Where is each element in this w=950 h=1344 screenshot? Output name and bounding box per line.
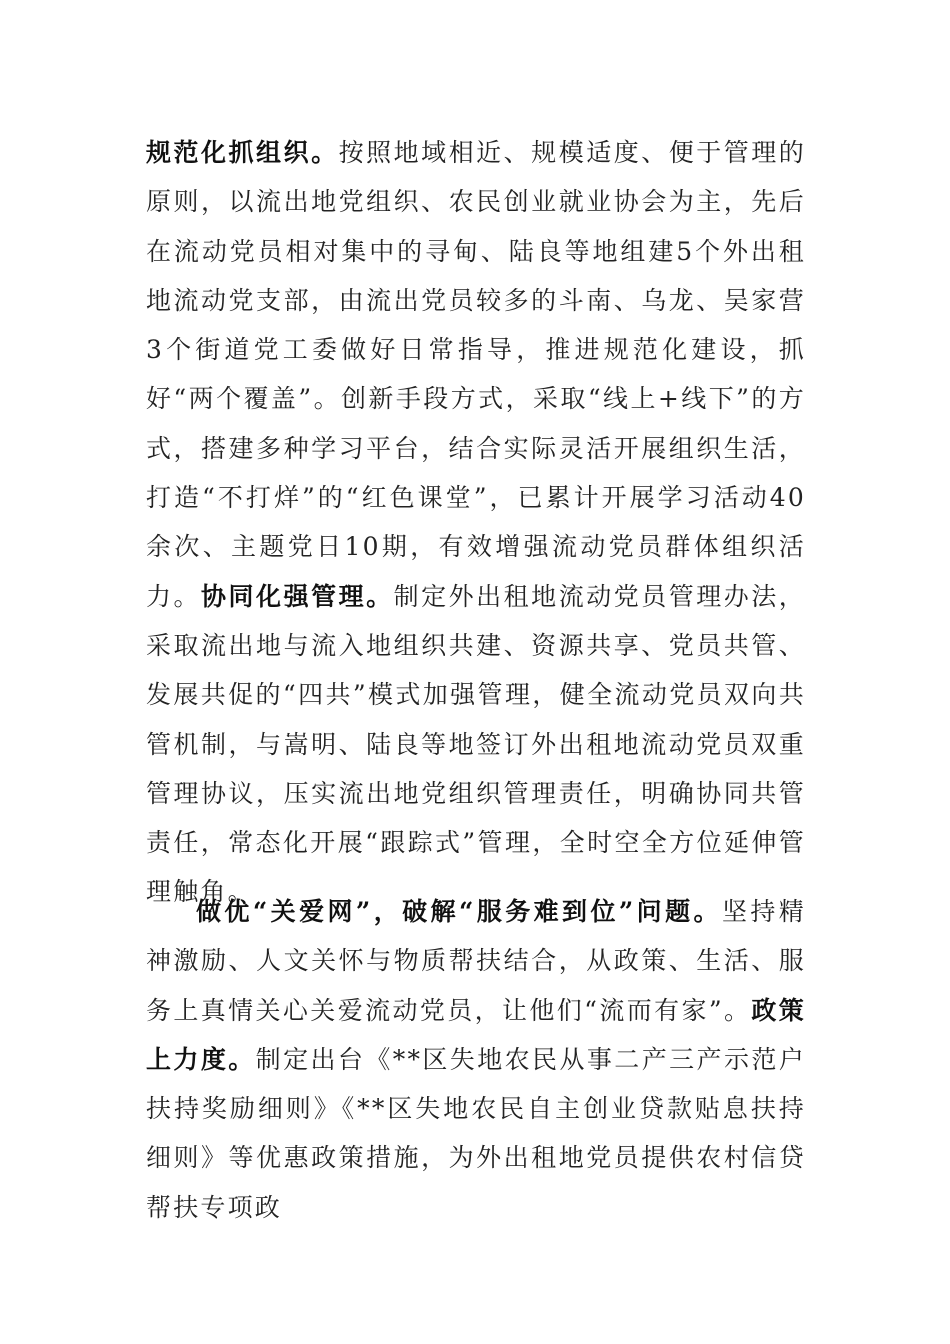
paragraph-organization-management: [146, 128, 806, 917]
body-text: 制定出台《**区失地农民从事二产三产示范户扶持奖励细则》《**区失地农民自主创业贷款贴息扶持细则》等优惠政策措施，为外出租地党员提供农村信贷帮扶专项政: [146, 1044, 806, 1222]
paragraph-care-network: [146, 887, 806, 1232]
heading-standardized-organization: 规范化抓组织。: [146, 138, 339, 167]
body-text: 按照地域相近、规模适度、便于管理的原则，以流出地党组织、农民创业就业协会为主，先后在流动党员相对集中的寻甸、陆良等地组建5个外出租地流动党支部，由流出党员较多的斗南、乌龙、吴家营3个街道党工委做好日常指导，推进规范化建设，抓好“两个覆盖”。创新手段方式，采取“线上+线下”的方式，搭建多种学习平台，结合实际灵活开展组织生活，打造“不打烊”的“红色课堂”，已累计开展学习活动40余次、主题党日10期，有效增强流动党员群体组织活力。: [146, 138, 806, 611]
heading-coordinated-management: 协同化强管理。: [201, 581, 394, 611]
body-text: 制定外出租地流动党员管理办法，采取流出地与流入地组织共建、资源共享、党员共管、发展共促的“四共”模式加强管理，健全流动党员双向共管机制，与嵩明、陆良等地签订外出租地流动党员双重管理协议，压实流出地党组织管理责任，明确协同共管责任，常态化开展“跟踪式”管理，全时空全方位延伸管理触角。: [146, 581, 806, 907]
body-text: 坚持精神激励、人文关怀与物质帮扶结合，从政策、生活、服务上真情关心关爱流动党员，让他们“流而有家”。: [146, 897, 806, 1025]
heading-care-network: 做优“关爱网”，破解“服务难到位”问题。: [196, 897, 722, 926]
heading-policy-strength: 政策上力度。: [146, 995, 806, 1074]
